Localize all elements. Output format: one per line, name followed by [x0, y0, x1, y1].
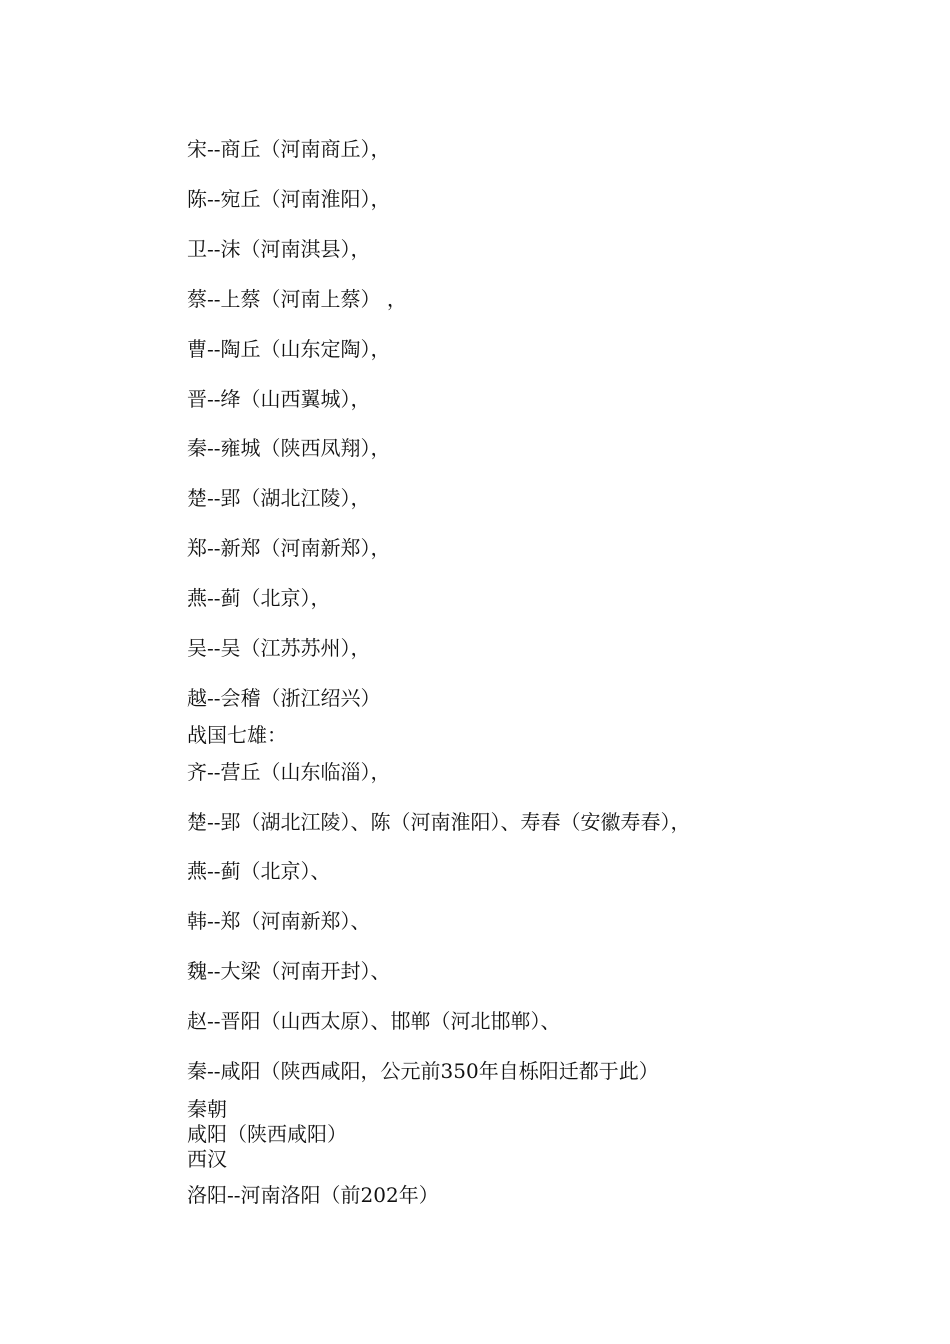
text-line: 咸阳（陕西咸阳）: [187, 1122, 347, 1146]
text-line: 魏--大梁（河南开封）、: [187, 959, 391, 983]
section-heading: 西汉: [187, 1147, 227, 1171]
text-line: 燕--蓟（北京），: [187, 586, 331, 610]
text-line: 秦--咸阳（陕西咸阳，公元前350年自栎阳迁都于此）: [187, 1059, 659, 1083]
text-line: 越--会稽（浙江绍兴）: [187, 686, 381, 710]
text-line: 卫--沫（河南淇县），: [187, 237, 371, 261]
text-line: 楚--郢（湖北江陵）、陈（河南淮阳）、寿春（安徽寿春），: [187, 810, 691, 834]
section-heading: 秦朝: [187, 1097, 227, 1121]
text-line: 赵--晋阳（山西太原）、邯郸（河北邯郸）、: [187, 1009, 561, 1033]
text-line: 韩--郑（河南新郑）、: [187, 909, 371, 933]
text-line: 洛阳--河南洛阳（前202年）: [187, 1183, 439, 1207]
text-line: 吴--吴（江苏苏州），: [187, 636, 371, 660]
text-line: 齐--营丘（山东临淄），: [187, 760, 391, 784]
text-line: 燕--蓟（北京）、: [187, 859, 331, 883]
text-line: 陈--宛丘（河南淮阳），: [187, 187, 391, 211]
text-line: 楚--郢（湖北江陵），: [187, 486, 371, 510]
text-line: 宋--商丘（河南商丘），: [187, 137, 391, 161]
text-line: 晋--绛（山西翼城），: [187, 387, 371, 411]
section-heading: 战国七雄：: [187, 723, 287, 747]
text-line: 秦--雍城（陕西凤翔），: [187, 436, 391, 460]
text-line: 蔡--上蔡（河南上蔡） ，: [187, 287, 407, 311]
text-line: 郑--新郑（河南新郑），: [187, 536, 391, 560]
text-line: 曹--陶丘（山东定陶），: [187, 337, 391, 361]
